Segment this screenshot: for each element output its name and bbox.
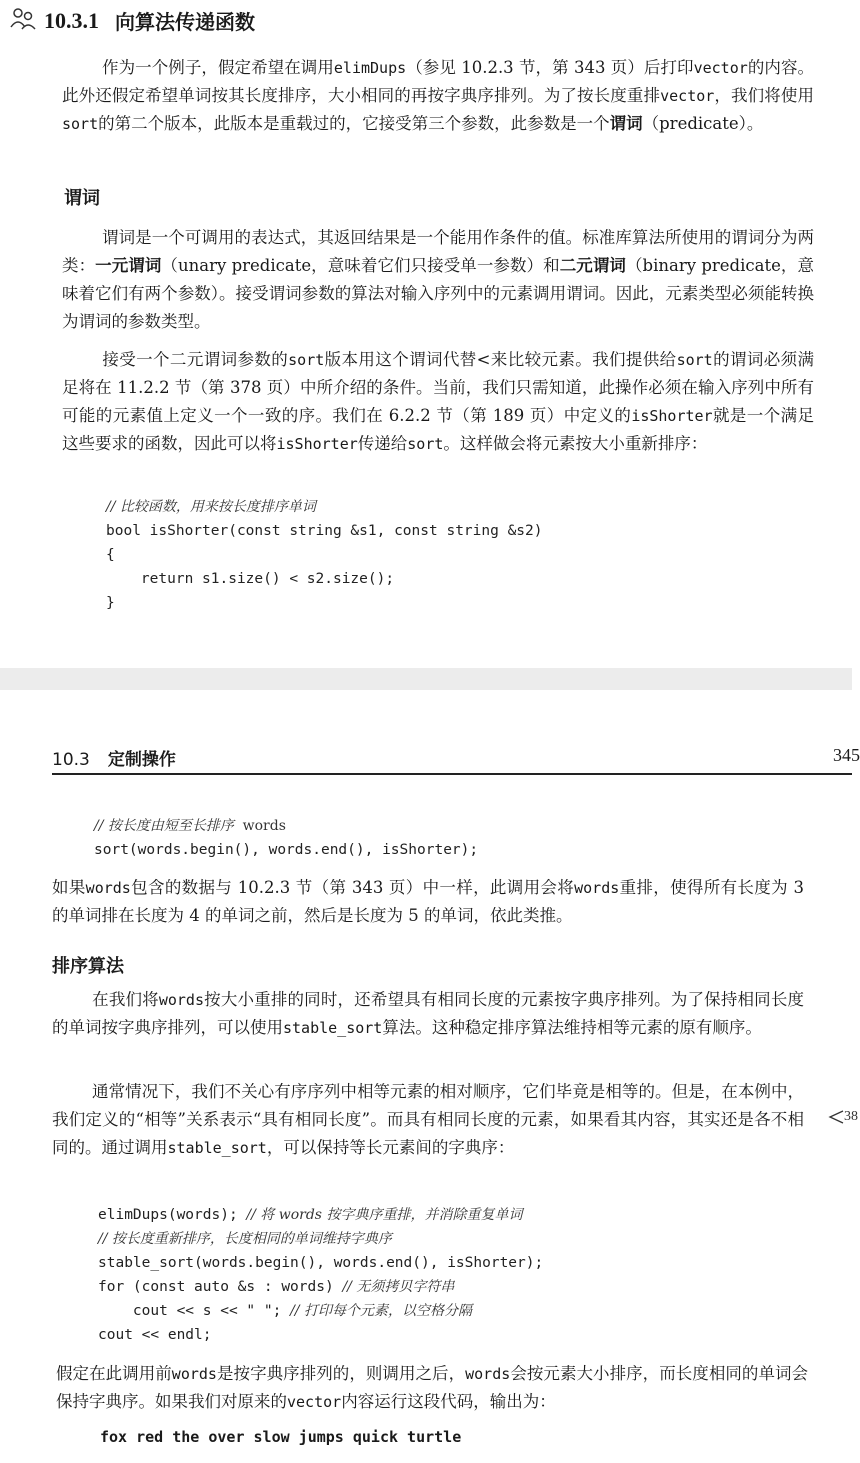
paragraph-intro: 作为一个例子，假定希望在调用elimDups（参见 10.2.3 节，第 343 页）后打印vector的内容。此外还假定希望单词按其长度排序，大小相同的再按字典序排列。为了按长度重排vector，我们将使用sort的第二个版本，此版本是重载过的，它接受第三个参数，此参数是一个谓词（predicate）。 (62, 58, 815, 133)
paragraph-binary-sort: 接受一个二元谓词参数的sort版本用这个谓词代替<来比较元素。我们提供给sort的谓词必须满足将在 11.2.2 节（第 378 页）中所介绍的条件。当前，我们只需知道，此操作必须在输入序列中所有可能的元素值上定义一个一致的序。我们在 6.2.2 节（第 189 页）中定义的isShorter就是一个满足这些要求的函数，因此可以将isShorter传递给sort。这样做会将元素按大小重新排序： (62, 350, 815, 453)
code-line: for (const auto &s : words) (98, 1279, 343, 1295)
code-comment: // 比较函数，用来按长度排序单词 (106, 499, 316, 515)
code-line: stable_sort(words.begin(), words.end(), isShorter); (98, 1255, 544, 1271)
code-line: sort(words.begin(), words.end(), isShorter); (94, 842, 479, 858)
paragraph-output-intro: 假定在此调用前words是按字典序排列的，则调用之后，words会按元素大小排序，而长度相同的单词会保持字典序。如果我们对原来的vector内容运行这段代码，输出为： (56, 1364, 809, 1411)
page-bottom (0, 690, 860, 1463)
people-icon (10, 7, 36, 35)
subheading-predicate: 谓词 (64, 188, 100, 209)
section-title: 向算法传递函数 (115, 10, 255, 34)
page-separator (0, 668, 852, 690)
section-number: 10.3.1 (44, 7, 99, 33)
margin-page-ref: 38 (828, 1109, 858, 1125)
code-line: } (106, 595, 115, 611)
running-head-title: 定制操作 (107, 750, 176, 770)
subheading-sort-algorithm: 排序算法 (52, 956, 124, 977)
page-top (0, 0, 852, 668)
program-output: fox red the over slow jumps quick turtle (100, 1428, 462, 1446)
code-stable-sort (98, 1203, 543, 1347)
paragraph-predicate: 谓词是一个可调用的表达式，其返回结果是一个能用作条件的值。标准库算法所使用的谓词分为两类：一元谓词（unary predicate，意味着它们只接受单一参数）和二元谓词（binary predicate，意味着它们有两个参数）。接受谓词参数的算法对输入序列中的元素调用谓词。因此，元素类型必须能转换为谓词的参数类型。 (62, 228, 815, 331)
code-line: return s1.size() < s2.size(); (106, 571, 395, 587)
running-head-section: 10.3 (52, 750, 90, 770)
code-line: { (106, 547, 115, 563)
margin-arrow-icon (828, 1109, 844, 1125)
running-header (52, 745, 860, 775)
section-heading (10, 6, 255, 35)
code-comment: words (242, 818, 286, 834)
page-number: 345 (833, 745, 860, 765)
code-comment: // 打印每个元素，以空格分隔 (290, 1303, 472, 1319)
paragraph-equal-elements: 通常情况下，我们不关心有序序列中相等元素的相对顺序，它们毕竟是相等的。但是，在本例中，我们定义的“相等”关系表示“具有相同长度”。而具有相同长度的元素，如果看其内容，其实还是各不相同的。通过调用stable_sort，可以保持等长元素间的字典序： (52, 1082, 804, 1157)
code-sort-call (94, 814, 478, 862)
code-comment: // 按长度重新排序，长度相同的单词维持字典序 (98, 1231, 392, 1247)
code-comment: // 将 words 按字典序重排，并消除重复单词 (246, 1207, 523, 1223)
paragraph-stable-sort: 在我们将words按大小重排的同时，还希望具有相同长度的元素按字典序排列。为了保持相同长度的单词按字典序排列，可以使用stable_sort算法。这种稳定排序算法维持相等元素的原有顺序。 (52, 990, 805, 1037)
code-line: elimDups(words); (98, 1207, 247, 1223)
code-isshorter (106, 495, 543, 615)
code-line: bool isShorter(const string &s1, const string &s2) (106, 523, 543, 539)
code-line: cout << endl; (98, 1327, 212, 1343)
code-comment: // 按长度由短至长排序 (94, 818, 234, 834)
paragraph-sort-result: 如果words包含的数据与 10.2.3 节（第 343 页）中一样，此调用会将words重排，使得所有长度为 3 的单词排在长度为 4 的单词之前，然后是长度为 5 的单词，依此类推。 (52, 878, 804, 925)
code-comment: // 无须拷贝字符串 (342, 1279, 455, 1295)
code-line: cout << s << " "; (98, 1303, 291, 1319)
